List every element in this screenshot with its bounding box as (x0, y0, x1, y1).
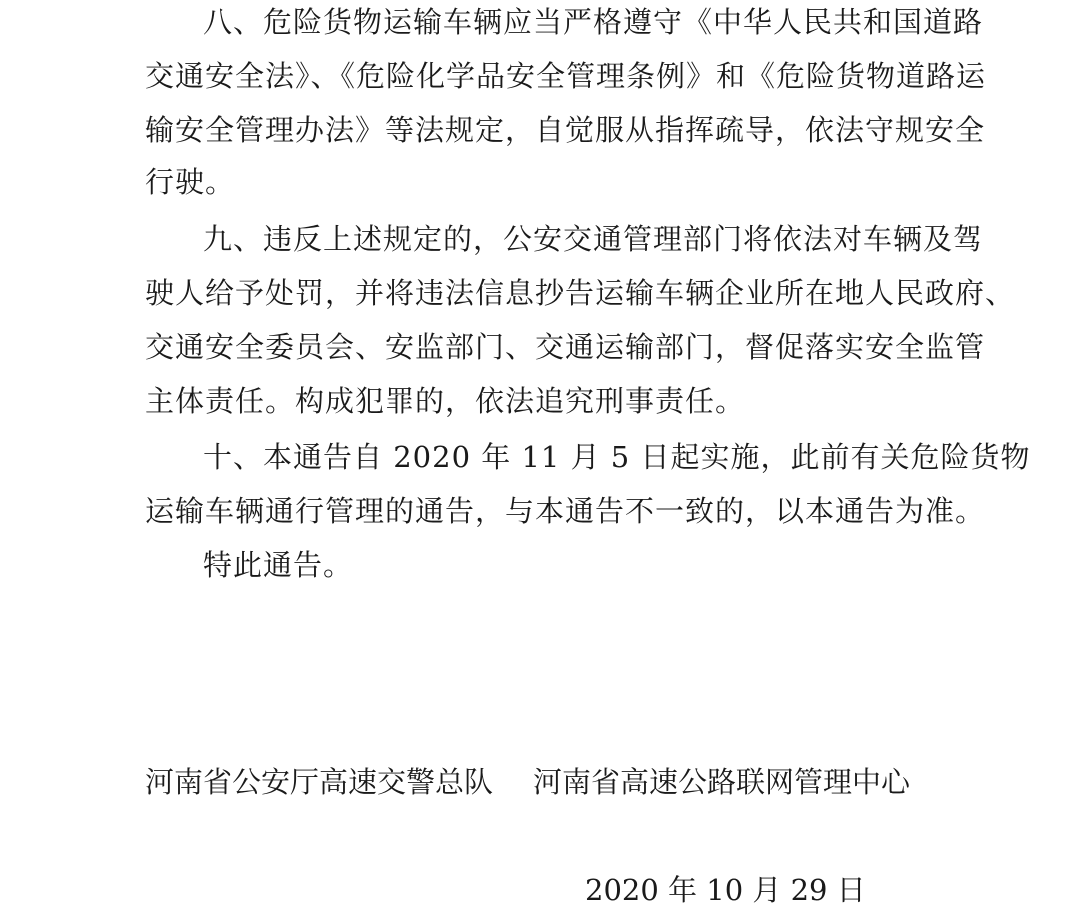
paragraph-10-line-1: 十、本通告自 2020 年 11 月 5 日起实施，此前有关危险货物 (203, 440, 1031, 474)
issuer-highway-center: 河南省高速公路联网管理中心 (533, 765, 911, 799)
paragraph-9-line-2: 驶人给予处罚，并将违法信息抄告运输车辆企业所在地人民政府、 (145, 276, 1016, 310)
paragraph-9-line-4: 主体责任。构成犯罪的，依法追究刑事责任。 (145, 384, 746, 418)
paragraph-8-line-3: 输安全管理办法》等法规定，自觉服从指挥疏导，依法守规安全 (145, 113, 986, 147)
issuer-traffic-police: 河南省公安厅高速交警总队 (145, 765, 494, 799)
paragraph-8-line-4: 行驶。 (145, 165, 236, 199)
paragraph-10-line-2: 运输车辆通行管理的通告，与本通告不一致的，以本通告为准。 (145, 494, 986, 528)
document-date: 2020 年 10 月 29 日 (585, 873, 866, 907)
paragraph-9-line-3: 交通安全委员会、安监部门、交通运输部门，督促落实安全监管 (145, 330, 986, 364)
paragraph-8-line-2: 交通安全法》、《危险化学品安全管理条例》和《危险货物道路运 (145, 59, 987, 93)
paragraph-9-line-1: 九、违反上述规定的，公安交通管理部门将依法对车辆及驾 (203, 222, 984, 256)
paragraph-8-line-1: 八、危险货物运输车辆应当严格遵守《中华人民共和国道路 (203, 5, 984, 39)
closing-statement: 特此通告。 (203, 548, 354, 582)
